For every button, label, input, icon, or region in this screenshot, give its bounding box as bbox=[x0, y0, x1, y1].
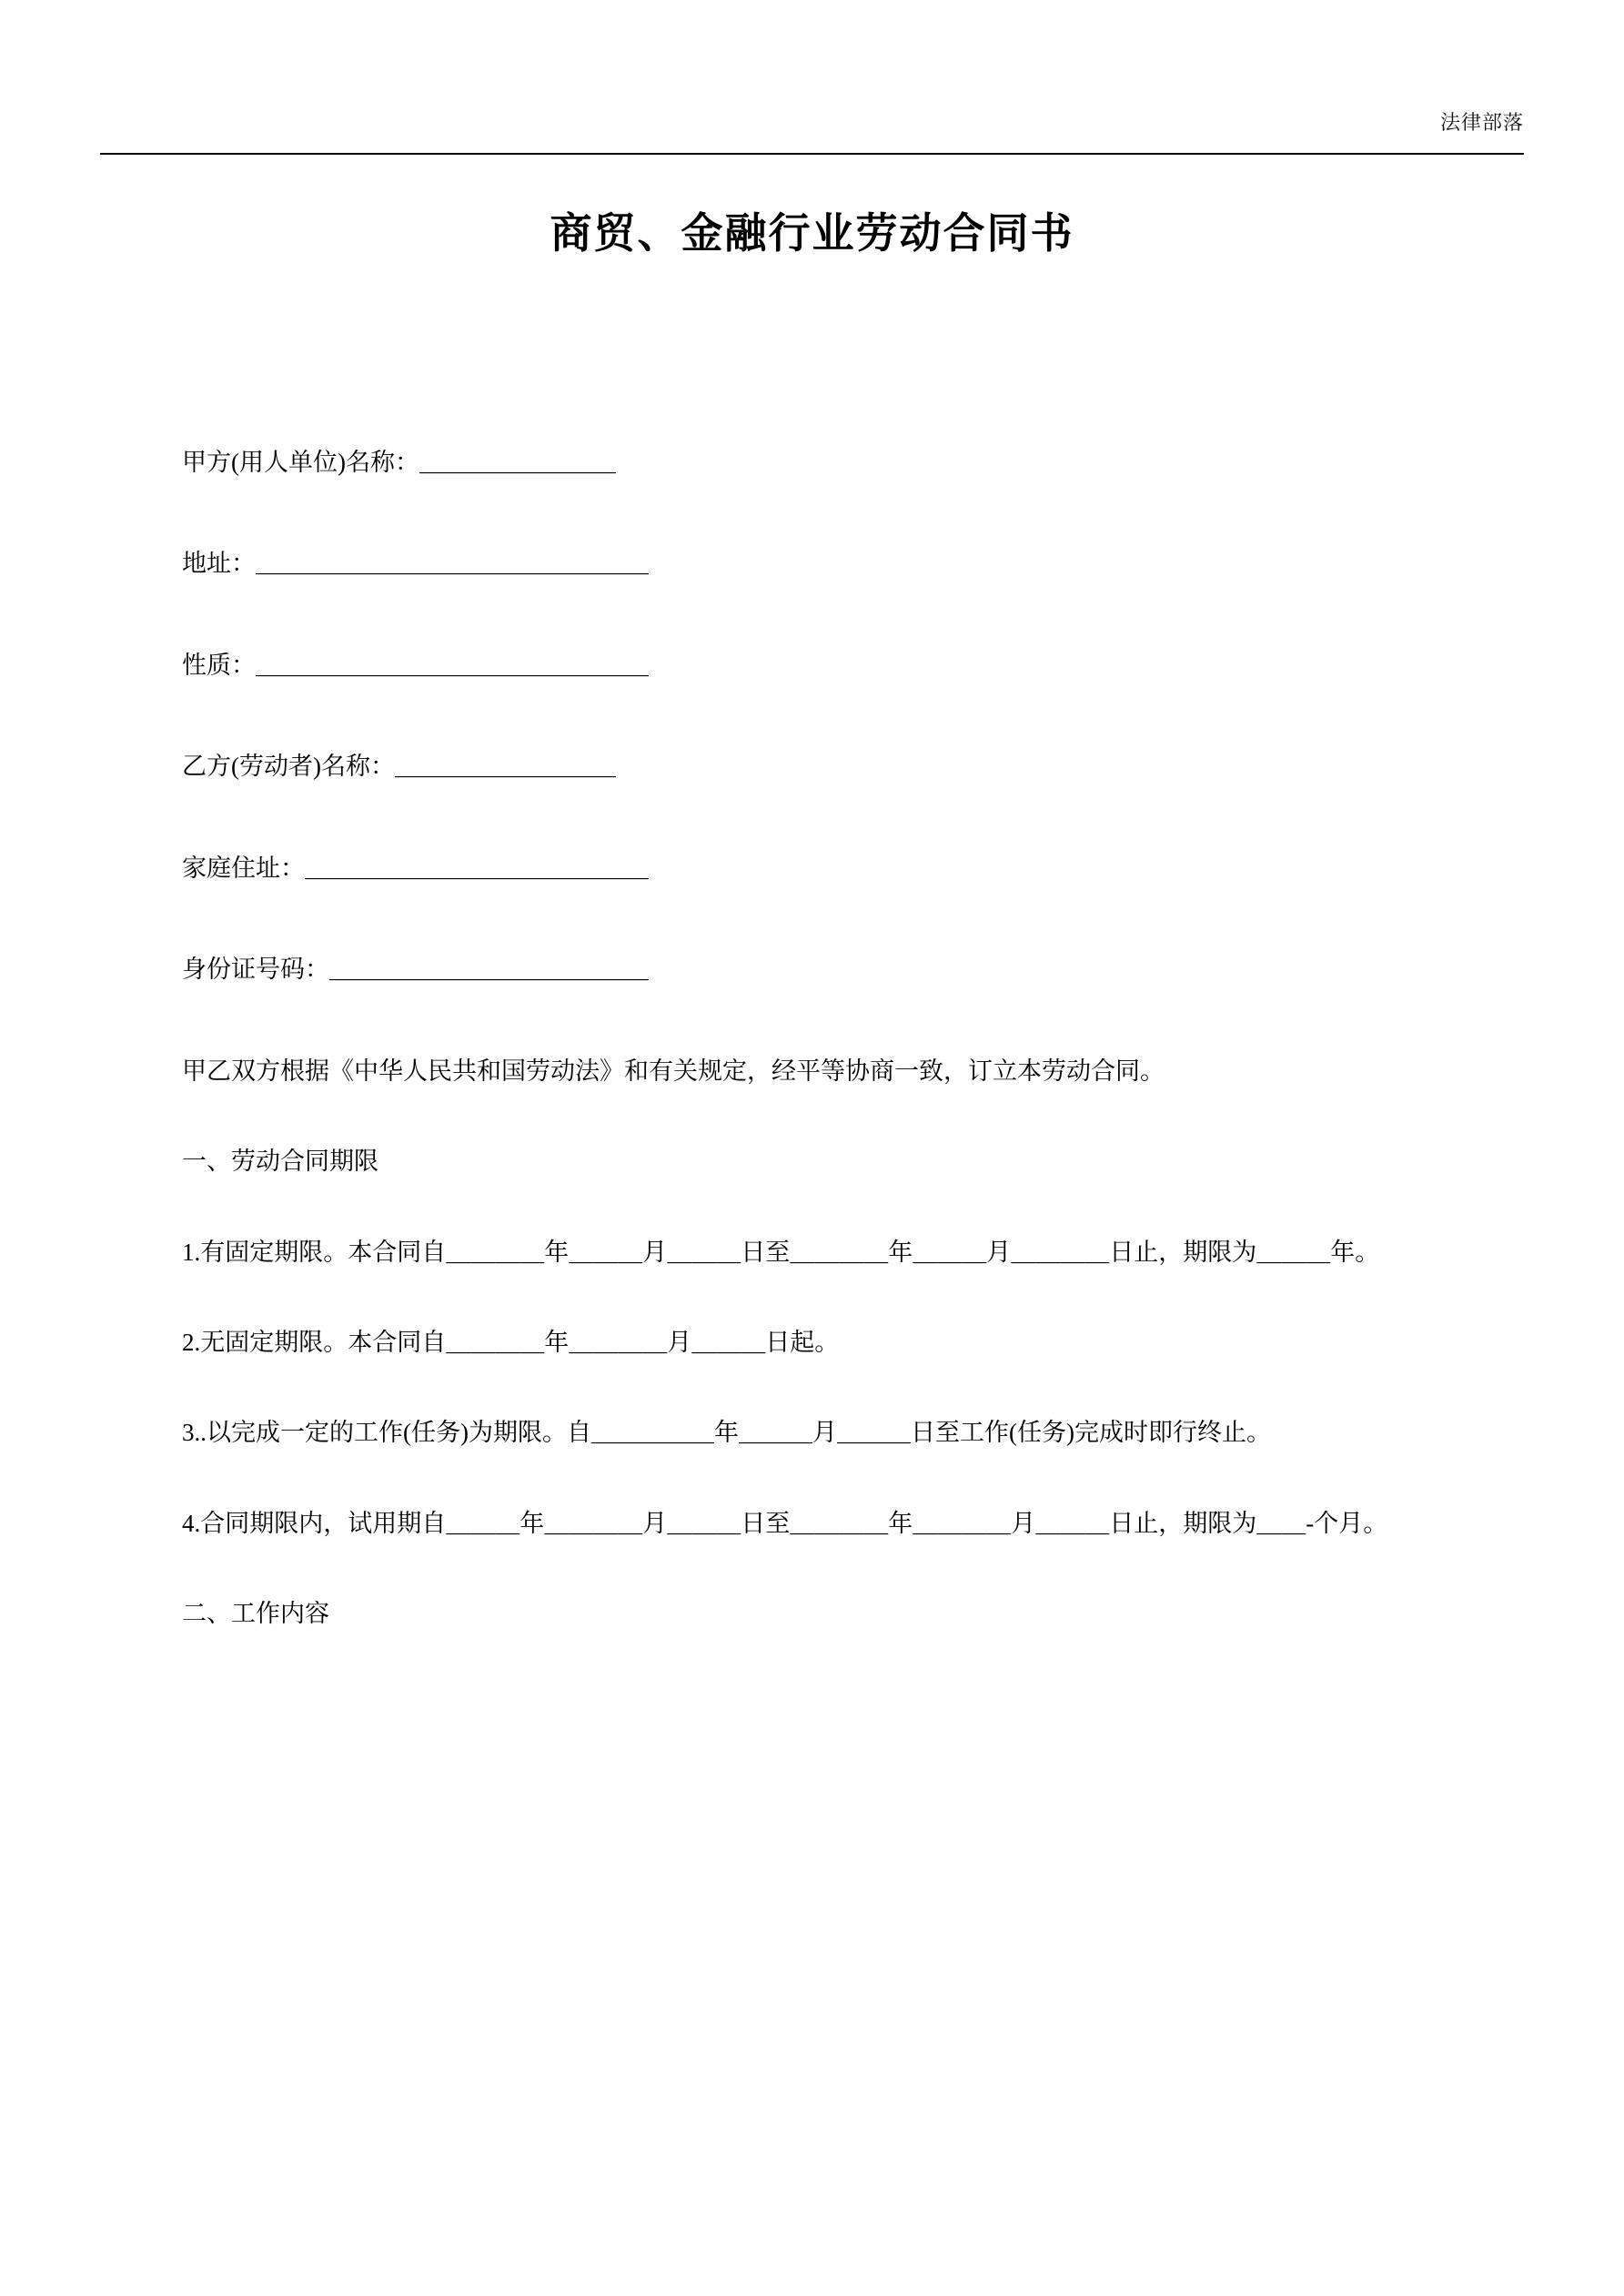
header-divider bbox=[100, 153, 1524, 155]
field-party-a-name: 甲方(用人单位)名称：＿＿＿＿＿＿＿＿ bbox=[182, 449, 616, 476]
watermark-label: 法律部落 bbox=[1439, 111, 1524, 134]
section-heading-1: 一、劳动合同期限 bbox=[182, 1148, 378, 1176]
field-party-b-home-address: 家庭住址：＿＿＿＿＿＿＿＿＿＿＿＿＿＿ bbox=[182, 854, 649, 882]
page-header bbox=[100, 107, 1524, 144]
preamble-paragraph: 甲乙双方根据《中华人民共和国劳动法》和有关规定，经平等协商一致，订立本劳动合同。 bbox=[182, 1057, 1165, 1085]
section-heading-2: 二、工作内容 bbox=[182, 1600, 329, 1628]
field-party-b-name: 乙方(劳动者)名称：＿＿＿＿＿＿＿＿＿ bbox=[182, 753, 616, 781]
page-title: 商贸、金融行业劳动合同书 bbox=[550, 209, 1074, 257]
field-party-a-address: 地址：＿＿＿＿＿＿＿＿＿＿＿＿＿＿＿＿ bbox=[182, 550, 649, 578]
field-party-a-nature: 性质：＿＿＿＿＿＿＿＿＿＿＿＿＿＿＿＿ bbox=[182, 651, 649, 679]
section-1-item-1: 1.有固定期限。本合同自＿＿＿＿年＿＿＿月＿＿＿日至＿＿＿＿年＿＿＿月＿＿＿＿日止，期限为＿＿＿年。 bbox=[182, 1238, 1380, 1266]
field-party-b-id-number: 身份证号码：＿＿＿＿＿＿＿＿＿＿＿＿＿ bbox=[182, 956, 649, 984]
section-1-item-2: 2.无固定期限。本合同自＿＿＿＿年＿＿＿＿月＿＿＿日起。 bbox=[182, 1328, 840, 1356]
document-body bbox=[182, 446, 1483, 1631]
section-1-item-4: 4.合同期限内，试用期自＿＿＿年＿＿＿＿月＿＿＿日至＿＿＿＿年＿＿＿＿月＿＿＿日止，期限为＿＿-个月。 bbox=[182, 1509, 1388, 1537]
section-1-item-3: 3..以完成一定的工作(任务)为期限。自＿＿＿＿＿年＿＿＿月＿＿＿日至工作(任务)完成时即行终止。 bbox=[182, 1419, 1271, 1447]
